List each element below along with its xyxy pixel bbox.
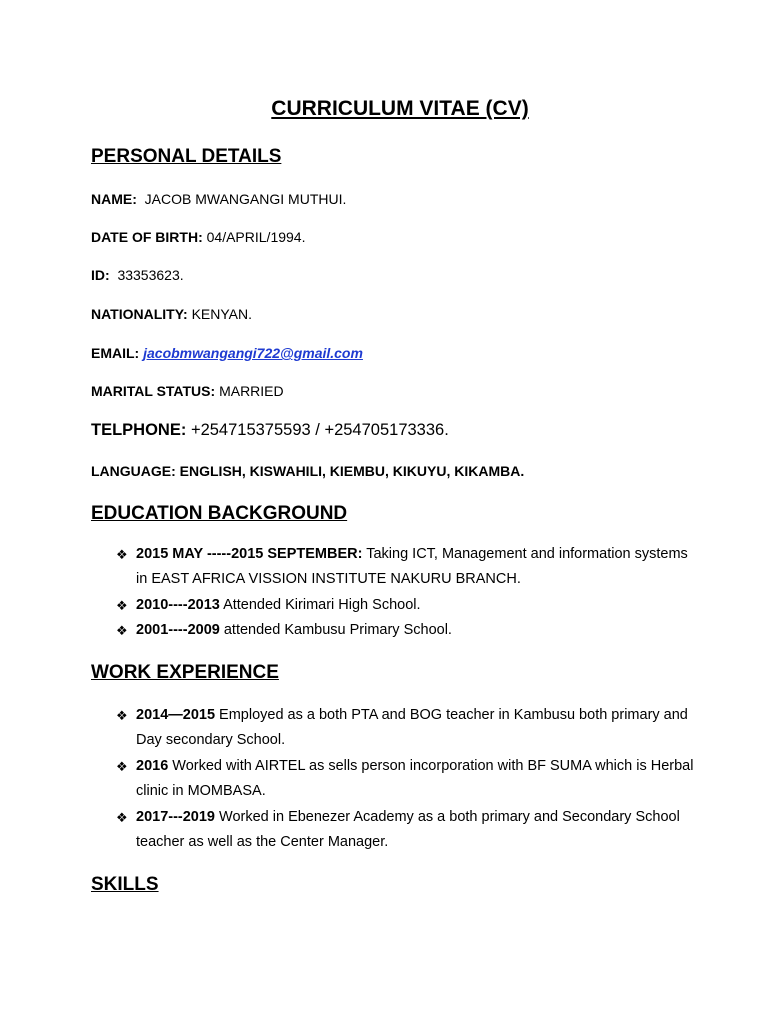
id-field xyxy=(91,267,184,283)
work-item xyxy=(116,805,696,855)
education-text: Attended Kirimari High School. xyxy=(223,597,421,613)
work-text: Employed as a both PTA and BOG teacher in Kambusu both primary and Day secondary School. xyxy=(136,707,688,748)
telephone-field xyxy=(91,421,449,440)
dob-value: 04/APRIL/1994. xyxy=(206,229,306,245)
nationality-label: NATIONALITY: xyxy=(91,306,188,322)
dob-field xyxy=(91,229,305,245)
work-years: 2016 xyxy=(136,758,169,774)
work-experience-heading: WORK EXPERIENCE xyxy=(91,662,279,683)
work-item xyxy=(116,754,696,804)
nationality-field xyxy=(91,306,252,322)
id-value: 33353623. xyxy=(117,267,184,283)
bullet-icon: ❖ xyxy=(116,598,128,613)
education-item xyxy=(116,542,696,592)
bullet-icon: ❖ xyxy=(116,547,128,562)
work-item xyxy=(116,703,696,753)
telephone-value: +254715375593 / +254705173336. xyxy=(190,421,449,439)
name-label: NAME: xyxy=(91,191,137,207)
email-label: EMAIL: xyxy=(91,345,140,361)
telephone-label: TELPHONE: xyxy=(91,421,187,439)
language-field xyxy=(91,463,524,479)
nationality-value: KENYAN. xyxy=(191,306,253,322)
page-title: CURRICULUM VITAE (CV) xyxy=(271,97,529,120)
education-text: Taking ICT, Management and information systems in EAST AFRICA VISSION INSTITUTE NAKURU BRANCH. xyxy=(136,546,688,587)
marital-status-value: MARRIED xyxy=(219,383,284,399)
language-value: ENGLISH, KISWAHILI, KIEMBU, KIKUYU, KIKAMBA. xyxy=(179,463,525,479)
education-item xyxy=(116,593,696,618)
education-years: 2001----2009 xyxy=(136,622,220,638)
education-heading: EDUCATION BACKGROUND xyxy=(91,503,348,524)
work-years: 2017---2019 xyxy=(136,809,215,825)
education-years: 2010----2013 xyxy=(136,597,220,613)
bullet-icon: ❖ xyxy=(116,623,128,638)
dob-label: DATE OF BIRTH: xyxy=(91,229,203,245)
email-link[interactable]: jacobmwangangi722@gmail.com xyxy=(143,345,363,361)
bullet-icon: ❖ xyxy=(116,810,128,825)
work-text: Worked in Ebenezer Academy as a both primary and Secondary School teacher as well as the Center Manager. xyxy=(136,809,680,850)
id-label: ID: xyxy=(91,267,110,283)
marital-status-field xyxy=(91,383,284,399)
work-text: Worked with AIRTEL as sells person incorporation with BF SUMA which is Herbal clinic in MOMBASA. xyxy=(136,758,694,799)
education-years: 2015 MAY -----2015 SEPTEMBER: xyxy=(136,546,363,562)
bullet-icon: ❖ xyxy=(116,708,128,723)
name-field xyxy=(91,191,346,207)
name-value: JACOB MWANGANGI MUTHUI. xyxy=(144,191,347,207)
skills-heading: SKILLS xyxy=(91,874,159,895)
education-item xyxy=(116,618,696,643)
work-years: 2014—2015 xyxy=(136,707,216,723)
language-label: LANGUAGE: xyxy=(91,463,176,479)
education-text: attended Kambusu Primary School. xyxy=(223,622,452,638)
email-field xyxy=(91,345,363,361)
personal-details-heading: PERSONAL DETAILS xyxy=(91,146,282,167)
bullet-icon: ❖ xyxy=(116,759,128,774)
marital-status-label: MARITAL STATUS: xyxy=(91,383,216,399)
